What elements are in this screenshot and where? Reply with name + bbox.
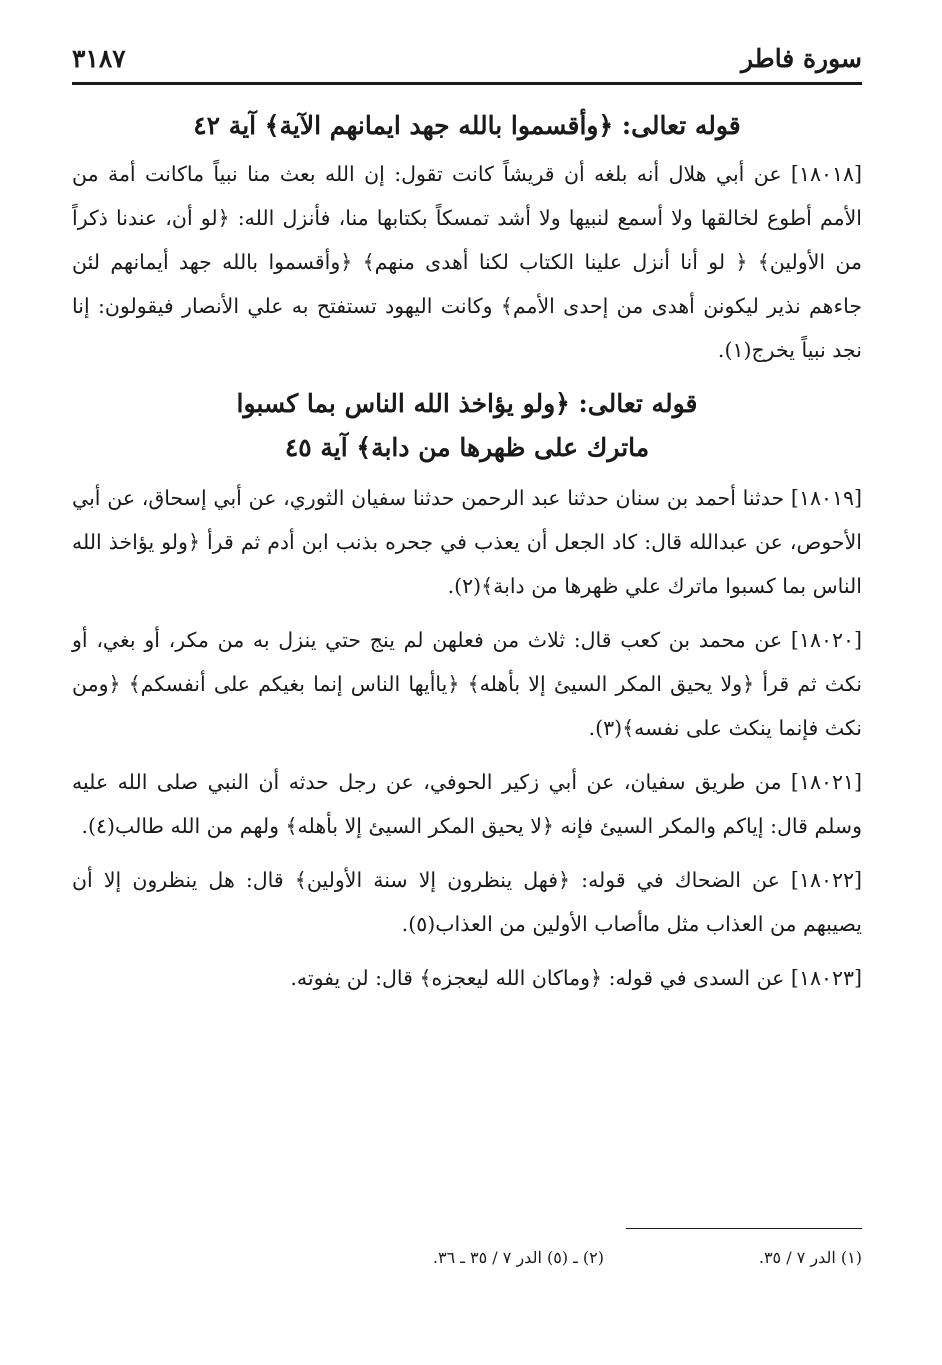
page-number: ٣١٨٧	[72, 44, 126, 73]
footnote-2-5: (٢) ـ (٥) الدر ٧ / ٣٥ ـ ٣٦.	[432, 1248, 604, 1267]
verse-heading-45-line1: قوله تعالى: ﴿ولو يؤاخذ الله الناس بما كسبوا	[236, 389, 698, 418]
hadith-18022: [١٨٠٢٢] عن الضحاك في قوله: ﴿فهل ينظرون إلا سنة الأولين﴾ قال: هل ينظرون إلا أن يصيبهم من العذاب مثل ماأصاب الأولين من العذاب(٥).	[72, 868, 862, 936]
header-rule	[72, 82, 862, 85]
hadith-18021: [١٨٠٢١] من طريق سفيان، عن أبي زكير الحوفي، عن رجل حدثه أن النبي صلى الله عليه وسلم قال: إياكم والمكر السيئ فإنه ﴿لا يحيق المكر السيئ إلا بأهله﴾ ولهم من الله طالب(٤).	[72, 770, 862, 838]
verse-heading-45	[72, 382, 862, 470]
hadith-18023: [١٨٠٢٣] عن السدى في قوله: ﴿وماكان الله ليعجزه﴾ قال: لن يفوته.	[290, 966, 862, 990]
verse-heading-42: قوله تعالى: ﴿وأقسموا بالله جهد ايمانهم الآية﴾ آية ٤٢	[193, 111, 741, 140]
running-header	[72, 44, 862, 80]
hadith-18018: [١٨٠١٨] عن أبي هلال أنه بلغه أن قريشاً كانت تقول: إن الله بعث منا نبياً ماكانت أمة من الأمم أطوع لخالقها ولا أسمع لنبيها ولا أشد تمسكاً بكتابها منا، فأنزل الله: ﴿لو أن، عندنا ذكراً من الأولين﴾ ﴿ لو أنا أنزل علينا الكتاب لكنا أهدى منهم﴾ ﴿وأقسموا بالله جهد أيمانهم لئن جاءهم نذير ليكونن أهدى من إحدى الأمم﴾ وكانت اليهود تستفتح به علي الأنصار فيقولون: إنا نجد نبياً يخرج(١).	[72, 162, 862, 362]
hadith-18020: [١٨٠٢٠] عن محمد بن كعب قال: ثلاث من فعلهن لم ينج حتي ينزل به من مكر، أو بغي، أو نكث ثم قرأ ﴿ولا يحيق المكر السيئ إلا بأهله﴾ ﴿ياأيها الناس إنما بغيكم على أنفسكم﴾ ﴿ومن نكث فإنما ينكث على نفسه﴾(٣).	[72, 628, 862, 740]
footnote-rule	[626, 1228, 862, 1229]
verse-heading-45-line2: ماترك على ظهرها من دابة﴾ آية ٤٥	[284, 433, 650, 462]
footnote-1: (١) الدر ٧ / ٣٥.	[758, 1248, 862, 1267]
book-page	[72, 30, 862, 1350]
hadith-18019: [١٨٠١٩] حدثنا أحمد بن سنان حدثنا عبد الرحمن حدثنا سفيان الثوري، عن أبي إسحاق، عن أبي الأحوص، عن عبدالله قال: كاد الجعل أن يعذب في جحره بذنب ابن أدم ثم قرأ ﴿ولو يؤاخذ الله الناس بما كسبوا ماترك علي ظهرها من دابة﴾(٢).	[72, 486, 862, 598]
page-body	[72, 102, 862, 1010]
surah-title: سورة فاطر	[741, 44, 862, 73]
